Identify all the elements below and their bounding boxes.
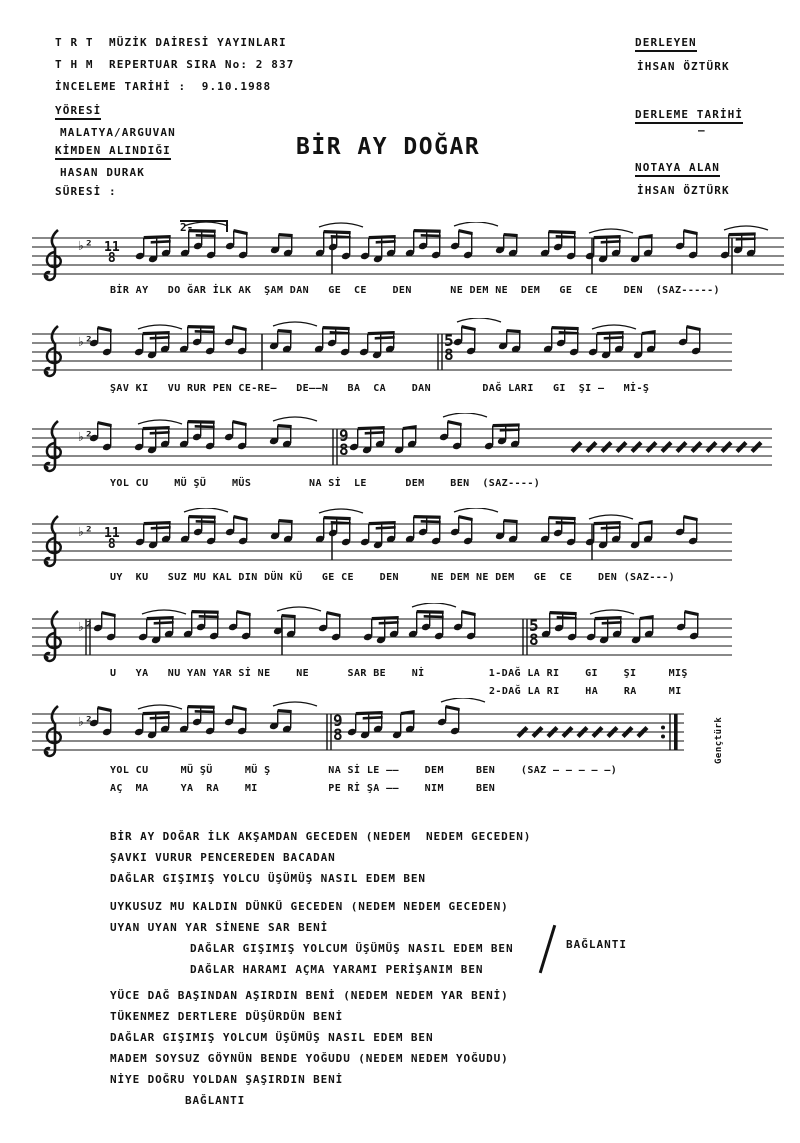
staff-4 — [32, 508, 794, 604]
time-sig-bottom: 8 — [444, 345, 454, 364]
time-signature-change — [529, 616, 539, 649]
volta-bracket: 2- — [180, 220, 228, 232]
staff-3 — [32, 413, 794, 509]
lyrics-line: BİR AY DO ĞAR İLK AK ŞAM DAN GE CE DEN NE DEM NE DEM GE CE DEN (SAZ-----) — [110, 285, 720, 296]
key-signature: ♭² — [77, 430, 93, 445]
key-signature: ♭² — [77, 335, 93, 350]
time-signature-change — [339, 426, 349, 459]
verse-line: BİR AY DOĞAR İLK AKŞAMDAN GECEDEN (NEDEM NEDEM GECEDEN) — [110, 830, 532, 843]
staff-5-notation — [32, 603, 794, 699]
song-title: BİR AY DOĞAR — [296, 134, 481, 160]
time-sig-bottom: 8 — [107, 537, 116, 552]
verse-line: DAĞLAR GIŞIMIŞ YOLCUM ÜŞÜMÜŞ NASIL EDEM BEN — [110, 1031, 434, 1044]
time-sig-bottom: 8 — [339, 440, 349, 459]
time-sig-top: 11 — [104, 526, 120, 541]
verse-line: YÜCE DAĞ BAŞINDAN AŞIRDIN BENİ (NEDEM NEDEM YAR BENİ) — [110, 989, 509, 1002]
collector-label: DERLEYEN — [635, 36, 697, 49]
verse-line: ŞAVKI VURUR PENCEREDEN BACADAN — [110, 851, 336, 864]
lyrics-line-2: AÇ MA YA RA MI PE Rİ ŞA —— NIM BEN — [110, 783, 496, 794]
key-signature: ♭² — [77, 620, 93, 635]
lyrics-line: UY KU SUZ MU KAL DIN DÜN KÜ GE CE DEN NE DEM NE DEM GE CE DEN (SAZ---) — [110, 572, 676, 583]
verse-block-2 — [110, 985, 509, 1111]
lyrics-line-2: 2-DAĞ LA RI HA RA MI — [489, 686, 682, 697]
lyrics-line: YOL CU MÜ ŞÜ MÜ Ş NA Sİ LE —— DEM BEN (SAZ — — — — —) — [110, 765, 618, 776]
key-signature: ♭² — [77, 239, 93, 254]
verse-line: MADEM SOYSUZ GÖYNÜN BENDE YOĞUDU (NEDEM NEDEM YOĞUDU) — [110, 1052, 509, 1065]
verse-line: UYKUSUZ MU KALDIN DÜNKÜ GECEDEN (NEDEM NEDEM GECEDEN) — [110, 900, 509, 913]
refrain-label: BAĞLANTI — [566, 938, 627, 951]
refrain-line: DAĞLAR GIŞIMIŞ YOLCUM ÜŞÜMÜŞ NASIL EDEM BEN — [190, 942, 514, 955]
staff-2-notation — [32, 318, 794, 414]
staff-6-notation — [32, 698, 794, 794]
key-signature: ♭² — [77, 715, 93, 730]
time-sig-top: 11 — [104, 240, 120, 255]
verse-line: DAĞLAR GIŞIMIŞ YOLCU ÜŞÜMÜŞ NASIL EDEM BEN — [110, 872, 426, 885]
collection-date-label: DERLEME TARİHİ — [635, 108, 743, 121]
time-sig-top: 5 — [529, 616, 539, 635]
staff-3-notation — [32, 413, 794, 509]
source-person-label: KİMDEN ALINDIĞI — [55, 144, 171, 157]
verse-line: TÜKENMEZ DERTLERE DÜŞÜRDÜN BENİ — [110, 1010, 344, 1023]
review-date-line: İNCELEME TARİHİ : 9.10.1988 — [55, 80, 272, 93]
repertoire-line: T H M REPERTUAR SIRA No: 2 837 — [55, 58, 295, 71]
staff-6 — [32, 698, 794, 794]
time-signature — [104, 528, 120, 550]
staff-5 — [32, 603, 794, 699]
notator-label: NOTAYA ALAN — [635, 161, 720, 174]
publisher-line: T R T MÜZİK DAİRESİ YAYINLARI — [55, 36, 287, 49]
time-sig-bottom: 8 — [107, 251, 116, 266]
engraver-credit: Gençtürk — [714, 716, 724, 764]
key-signature: ♭² — [77, 525, 93, 540]
time-sig-top: 9 — [333, 711, 343, 730]
lyrics-line: U YA NU YAN YAR Sİ NE NE SAR BE Nİ 1-DAĞ LA RI GI ŞI MIŞ — [110, 668, 688, 679]
refrain-line: DAĞLAR HARAMI AÇMA YARAMI PERİŞANIM BEN — [190, 963, 484, 976]
time-signature-change — [444, 331, 454, 364]
notator-value: İHSAN ÖZTÜRK — [637, 184, 730, 197]
region-value: MALATYA/ARGUVAN — [60, 126, 176, 139]
time-signature-change — [333, 711, 343, 744]
refrain-bracket-slash — [539, 925, 556, 974]
time-sig-top: 9 — [339, 426, 349, 445]
verse-block-1 — [110, 826, 531, 980]
staff-1 — [32, 222, 794, 318]
time-sig-bottom: 8 — [529, 630, 539, 649]
time-sig-bottom: 8 — [333, 725, 343, 744]
collection-date-value: — — [698, 124, 706, 137]
lyrics-line: ŞAV KI VU RUR PEN CE-RE— DE——N BA CA DAN DAĞ LARI GI ŞI — Mİ-Ş — [110, 383, 650, 394]
staff-4-notation — [32, 508, 794, 604]
time-sig-top: 5 — [444, 331, 454, 350]
time-signature — [104, 242, 120, 264]
duration-label: SÜRESİ : — [55, 185, 117, 198]
source-person-value: HASAN DURAK — [60, 166, 145, 179]
collector-value: İHSAN ÖZTÜRK — [637, 60, 730, 73]
staff-1-notation — [32, 222, 794, 318]
verse-line: NİYE DOĞRU YOLDAN ŞAŞIRDIN BENİ — [110, 1073, 344, 1086]
region-label: YÖRESİ — [55, 104, 101, 117]
refrain-label: BAĞLANTI — [185, 1094, 246, 1107]
staff-2 — [32, 318, 794, 414]
verse-line: UYAN UYAN YAR SİNENE SAR BENİ — [110, 921, 329, 934]
lyrics-line: YOL CU MÜ ŞÜ MÜS NA Sİ LE DEM BEN (SAZ----) — [110, 478, 541, 489]
